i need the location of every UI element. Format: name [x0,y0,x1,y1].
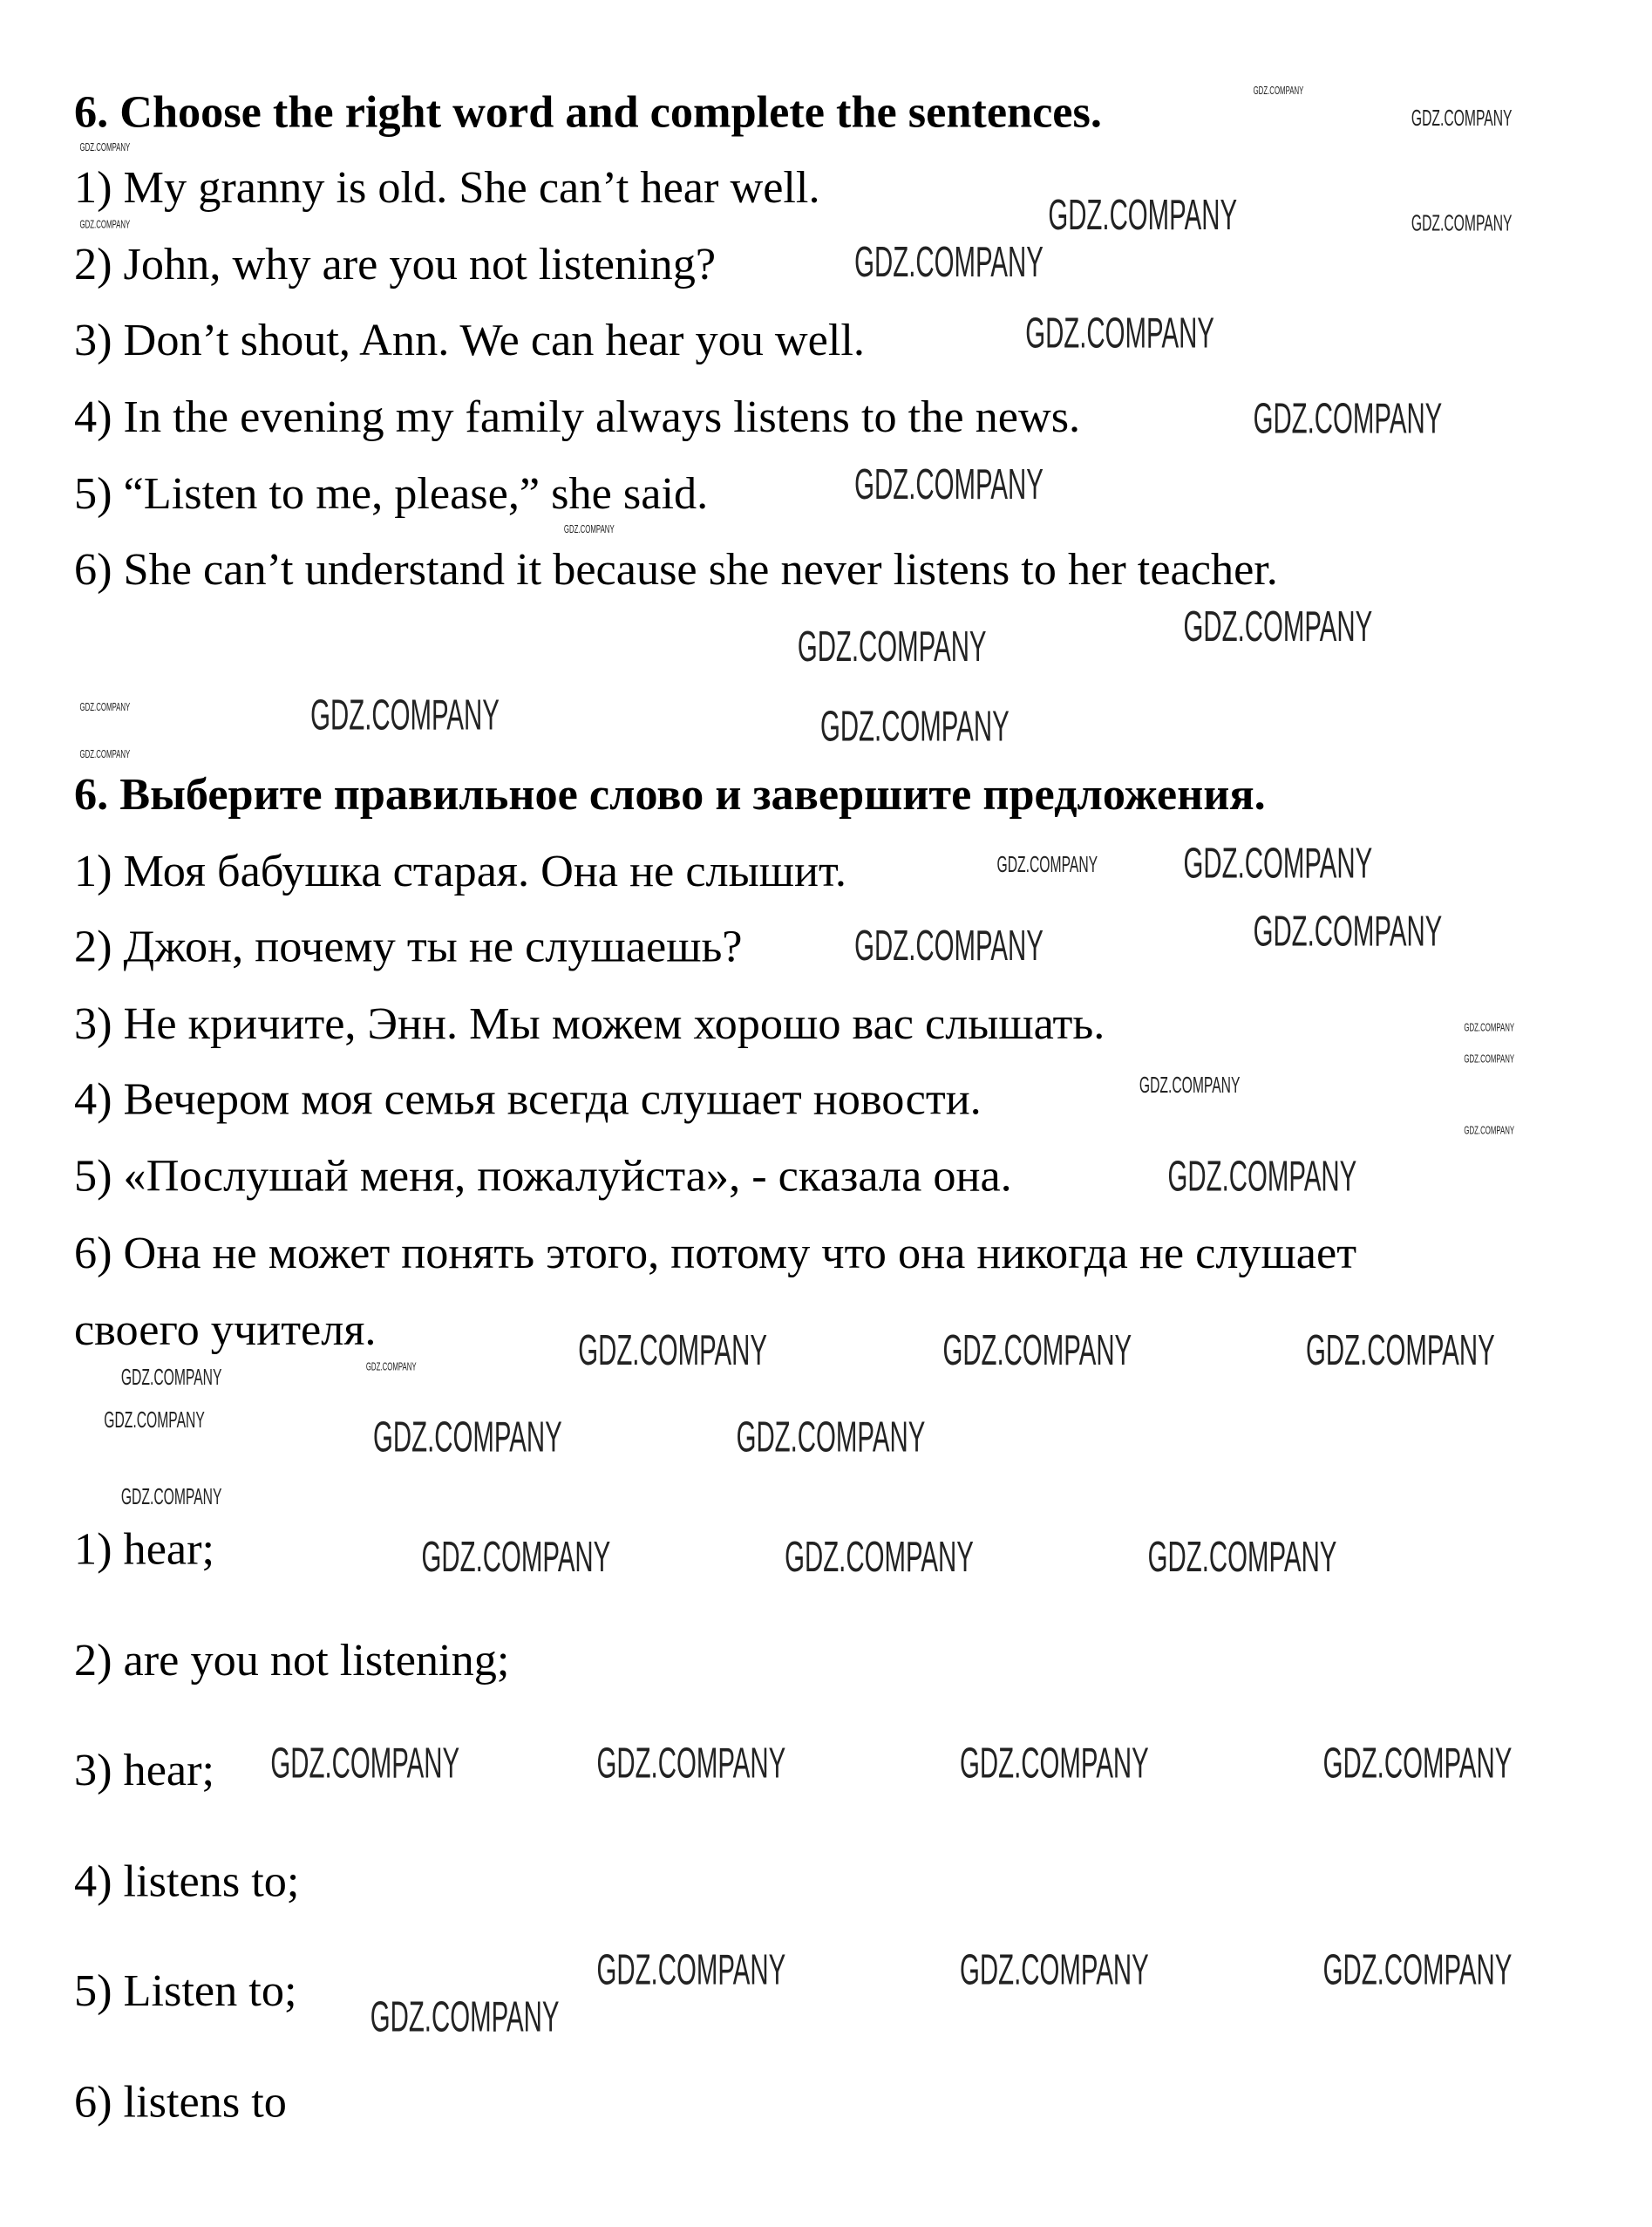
answer: 2) are you not listening; [73,1633,510,1686]
watermark: GDZ.COMPANY [1464,1052,1515,1066]
russian-sentence: 3) Не кричите, Энн. Мы можем хорошо вас слышать. [73,997,1105,1049]
watermark: GDZ.COMPANY [1306,1327,1495,1375]
watermark: GDZ.COMPANY [854,461,1044,509]
watermark: GDZ.COMPANY [996,853,1098,878]
watermark: GDZ.COMPANY [1253,909,1443,957]
english-sentence: 3) Don’t shout, Ann. We can hear you well. [73,313,866,365]
watermark: GDZ.COMPANY [1139,1073,1241,1099]
watermark: GDZ.COMPANY [365,1360,417,1373]
watermark: GDZ.COMPANY [797,623,987,671]
answer: 5) Listen to; [73,1964,297,2016]
english-heading: 6. Choose the right word and complete the sentences. [73,85,1102,137]
watermark: GDZ.COMPANY [1411,106,1513,132]
watermark: GDZ.COMPANY [563,522,615,536]
russian-sentence: 1) Моя бабушка старая. Она не слышит. [73,844,846,896]
watermark: GDZ.COMPANY [785,1534,974,1582]
watermark: GDZ.COMPANY [1147,1534,1337,1582]
watermark: GDZ.COMPANY [120,1365,222,1391]
watermark: GDZ.COMPANY [104,1408,205,1434]
watermark: GDZ.COMPANY [736,1414,926,1462]
answer: 6) listens to [73,2075,287,2127]
answer: 3) hear; [73,1743,215,1795]
english-sentence: 6) She can’t understand it because she never listens to her teacher. [73,542,1278,595]
russian-sentence: 5) «Послушай меня, пожалуйста», - сказала она. [73,1149,1012,1202]
english-sentence: 5) “Listen to me, please,” she said. [73,467,709,519]
watermark: GDZ.COMPANY [1253,396,1443,444]
english-sentence: 4) In the evening my family always listens to the news. [73,390,1081,442]
watermark: GDZ.COMPANY [854,923,1044,970]
english-sentence: 1) My granny is old. She can’t hear well. [73,160,820,213]
russian-sentence: своего учителя. [73,1303,377,1355]
watermark: GDZ.COMPANY [1183,840,1373,888]
watermark: GDZ.COMPANY [960,1947,1149,1995]
russian-sentence: 4) Вечером моя семья всегда слушает новости. [73,1073,982,1124]
watermark: GDZ.COMPANY [1167,1154,1357,1202]
watermark: GDZ.COMPANY [270,1740,460,1788]
watermark: GDZ.COMPANY [79,700,131,714]
watermark: GDZ.COMPANY [1322,1740,1513,1788]
watermark: GDZ.COMPANY [79,217,131,231]
russian-sentence: 6) Она не может понять этого, потому что она никогда не слушает [73,1226,1357,1278]
watermark: GDZ.COMPANY [1322,1947,1513,1995]
watermark: GDZ.COMPANY [1025,310,1214,358]
watermark: GDZ.COMPANY [1411,212,1513,237]
watermark: GDZ.COMPANY [596,1947,786,1995]
russian-sentence: 2) Джон, почему ты не слушаешь? [73,920,743,972]
watermark: GDZ.COMPANY [854,239,1044,287]
watermark: GDZ.COMPANY [373,1414,562,1462]
watermark: GDZ.COMPANY [79,747,131,761]
watermark: GDZ.COMPANY [1464,1021,1515,1034]
watermark: GDZ.COMPANY [1048,192,1238,240]
watermark: GDZ.COMPANY [421,1534,611,1582]
watermark: GDZ.COMPANY [1464,1123,1515,1137]
watermark: GDZ.COMPANY [960,1740,1149,1788]
watermark: GDZ.COMPANY [578,1327,767,1375]
watermark: GDZ.COMPANY [370,1994,560,2041]
answer: 1) hear; [73,1522,215,1575]
answer: 4) listens to; [73,1854,300,1906]
watermark: GDZ.COMPANY [1253,84,1304,98]
watermark: GDZ.COMPANY [310,691,500,739]
watermark: GDZ.COMPANY [120,1485,222,1510]
watermark: GDZ.COMPANY [1183,603,1373,651]
watermark: GDZ.COMPANY [819,703,1010,751]
russian-heading: 6. Выберите правильное слово и завершите предложения. [73,767,1266,820]
watermark: GDZ.COMPANY [79,140,131,154]
watermark: GDZ.COMPANY [596,1740,786,1788]
english-sentence: 2) John, why are you not listening? [73,237,717,289]
watermark: GDZ.COMPANY [942,1327,1132,1375]
